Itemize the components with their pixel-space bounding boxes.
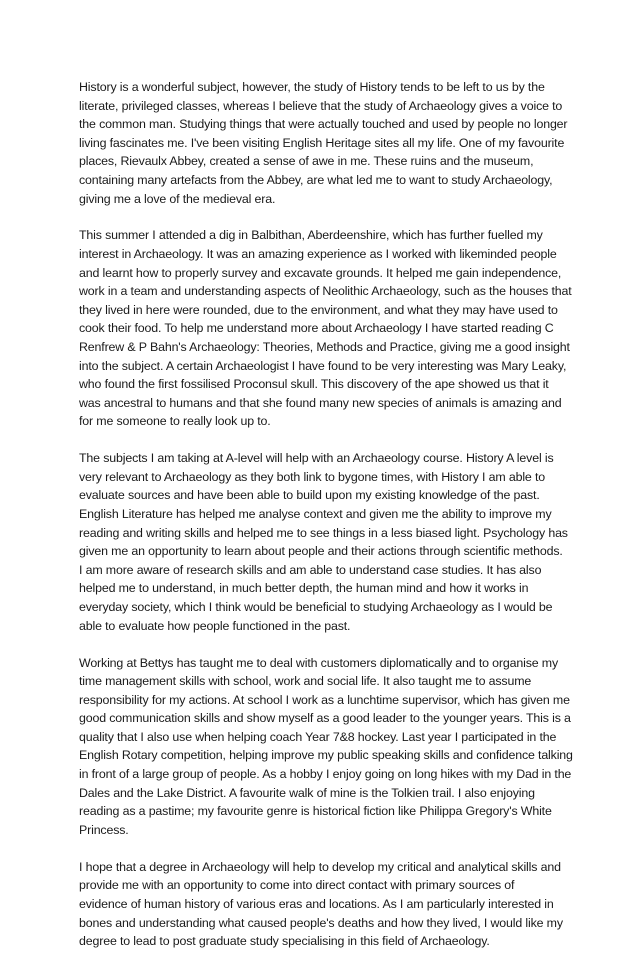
text-line: and learnt how to properly survey and excavate grounds. It helped me gain independence, bbox=[79, 265, 562, 280]
text-line: was ancestral to humans and that she found many new species of animals is amazing and bbox=[79, 395, 562, 410]
text-line: Working at Bettys has taught me to deal with customers diplomatically and to organise my bbox=[79, 655, 558, 670]
document-body bbox=[79, 78, 579, 969]
text-line: provide me with an opportunity to come into direct contact with primary sources of bbox=[79, 878, 515, 893]
text-line: giving me a love of the medieval era. bbox=[79, 191, 276, 206]
text-line: who found the first fossilised Proconsul skull. This discovery of the ape showed us that it bbox=[79, 377, 549, 392]
text-line: quality that I also use when helping coach Year 7&8 hockey. Last year I participated in the bbox=[79, 729, 557, 744]
text-line: reading and writing skills and helped me to see things in a less biased light. Psychology has bbox=[79, 525, 568, 540]
text-line: Renfrew & P Bahn's Archaeology: Theories, Methods and Practice, giving me a good insight bbox=[79, 340, 570, 355]
text-line: everyday society, which I think would be beneficial to studying Archaeology as I would be bbox=[79, 600, 553, 615]
text-line: cook their food. To help me understand more about Archaeology I have started reading C bbox=[79, 321, 554, 336]
text-line: containing many artefacts from the Abbey, are what led me to want to study Archaeology, bbox=[79, 172, 553, 187]
text-line: work in a team and understanding aspects of Neolithic Archaeology, such as the houses that bbox=[79, 284, 572, 299]
text-line: This summer I attended a dig in Balbithan, Aberdeenshire, which has further fuelled my bbox=[79, 228, 543, 243]
text-line: English Literature has helped me analyse context and given me the ability to improve my bbox=[79, 507, 552, 522]
text-line: interest in Archaeology. It was an amazing experience as I worked with likeminded people bbox=[79, 247, 557, 262]
paragraph-conclusion bbox=[79, 858, 579, 951]
paragraph-work-hobbies bbox=[79, 654, 579, 840]
text-line: the common man. Studying things that were actually touched and used by people no longer bbox=[79, 117, 568, 132]
text-line: helped me to understand, in much better depth, the human mind and how it works in bbox=[79, 581, 529, 596]
text-line: given me an opportunity to learn about people and their actions through scientific methods. bbox=[79, 544, 563, 559]
text-line: reading as a pastime; my favourite genre is historical fiction like Philippa Gregory's White bbox=[79, 804, 552, 819]
text-line: evidence of human history of various eras and locations. As I am particularly interested in bbox=[79, 896, 554, 911]
text-line: in front of a large group of people. As a hobby I enjoy going on long hikes with my Dad in the bbox=[79, 767, 572, 782]
text-line: I am more aware of research skills and am able to understand case studies. It has also bbox=[79, 562, 542, 577]
text-line: responsibility for my actions. At school I work as a lunchtime supervisor, which has given me bbox=[79, 692, 570, 707]
paragraph-intro bbox=[79, 78, 579, 208]
text-line: evaluate sources and have been able to build upon my existing knowledge of the past. bbox=[79, 488, 540, 503]
text-line: living fascinates me. I've been visiting English Heritage sites all my life. One of my favourite bbox=[79, 135, 565, 150]
text-line: able to evaluate how people functioned in the past. bbox=[79, 618, 351, 633]
text-line: bones and understanding what caused people's deaths and how they lived, I would like my bbox=[79, 915, 563, 930]
text-line: very relevant to Archaeology as they both link to bygone times, with History I am able to bbox=[79, 469, 545, 484]
text-line: I hope that a degree in Archaeology will help to develop my critical and analytical skills and bbox=[79, 859, 561, 874]
text-line: places, Rievaulx Abbey, created a sense of awe in me. These ruins and the museum, bbox=[79, 154, 534, 169]
text-line: Dales and the Lake District. A favourite walk of mine is the Tolkien trail. I also enjoying bbox=[79, 785, 535, 800]
text-line: History is a wonderful subject, however, the study of History tends to be left to us by the bbox=[79, 80, 545, 94]
text-line: degree to lead to post graduate study specialising in this field of Archaeology. bbox=[79, 934, 490, 949]
paragraph-a-level-subjects bbox=[79, 449, 579, 635]
text-line: good communication skills and show myself as a good leader to the younger years. This is a bbox=[79, 711, 571, 726]
text-line: into the subject. A certain Archaeologist I have found to be very interesting was Mary Leaky, bbox=[79, 358, 567, 373]
paragraph-dig-experience bbox=[79, 226, 579, 431]
text-line: for me someone to really look up to. bbox=[79, 414, 271, 429]
text-line: they lived in here were rounded, due to the environment, and what they may have used to bbox=[79, 302, 558, 317]
text-line: time management skills with school, work and social life. It also taught me to assume bbox=[79, 674, 532, 689]
text-line: literate, privileged classes, whereas I believe that the study of Archaeology gives a voice to bbox=[79, 98, 563, 113]
text-line: The subjects I am taking at A-level will help with an Archaeology course. History A level is bbox=[79, 451, 554, 466]
text-line: English Rotary competition, helping improve my public speaking skills and confidence talking bbox=[79, 748, 573, 763]
text-line: Princess. bbox=[79, 822, 129, 837]
